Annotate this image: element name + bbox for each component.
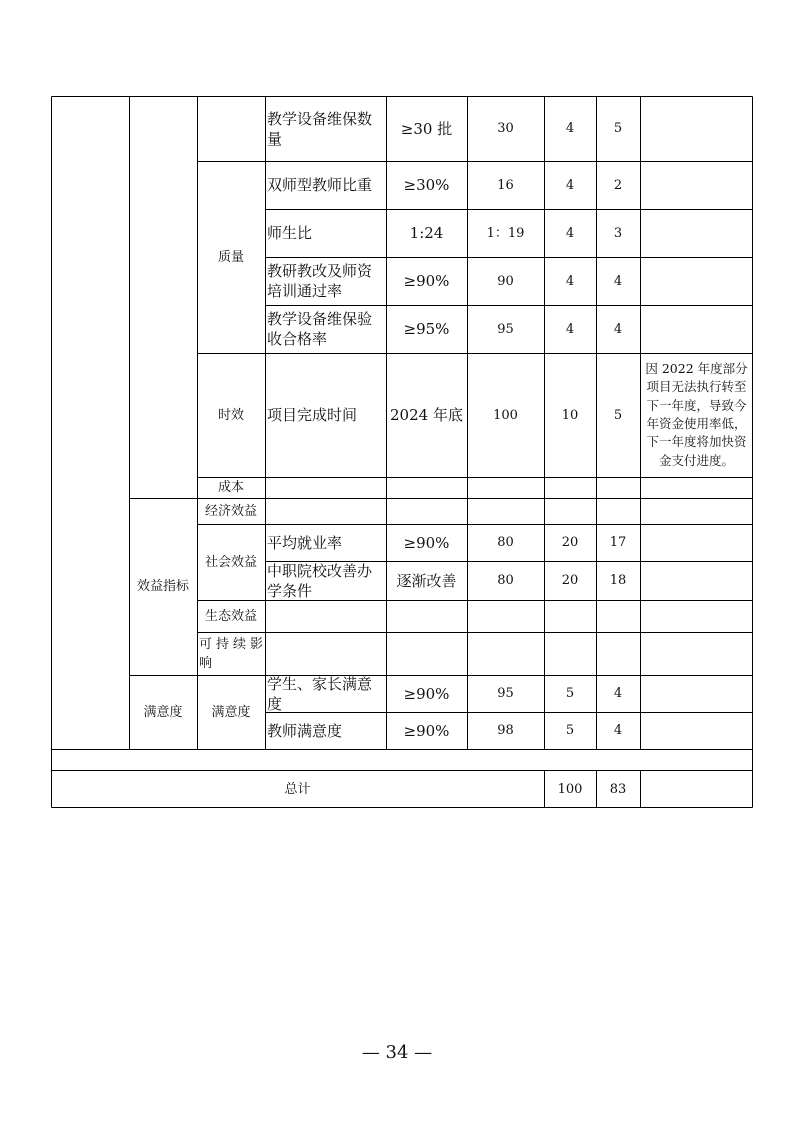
metric-cell: 教学设备维保数量: [267, 109, 373, 148]
metric-cell: 中职院校改善办学条件: [267, 561, 373, 600]
score-cell: 4: [613, 723, 623, 738]
performance-table: [51, 96, 753, 808]
note-cell: [640, 257, 753, 305]
target-cell: 1:24: [409, 224, 444, 242]
group-benefit-indicator-label: 效益指标: [136, 579, 189, 594]
total-label: 总计: [284, 781, 311, 797]
note-cell: [640, 209, 753, 257]
group-economic-label: 经济效益: [204, 503, 257, 519]
metric-cell: 平均就业率: [267, 533, 343, 552]
note-cell: [640, 712, 753, 749]
actual-cell: 98: [497, 723, 514, 738]
weight-cell: 4: [565, 273, 575, 289]
note-cell: [640, 161, 753, 209]
group-sustainable-label: 可持续影响: [199, 636, 263, 671]
metric-cell: 教师满意度: [267, 721, 343, 740]
target-cell: 逐渐改善: [396, 571, 457, 590]
page-number: — 34 —: [361, 1042, 433, 1063]
target-cell: 2024 年底: [390, 406, 463, 424]
weight-cell: 20: [561, 573, 579, 588]
note-cell: [640, 675, 753, 712]
target-cell: ≥30%: [403, 176, 450, 194]
note-cell: [640, 561, 753, 600]
score-cell: 18: [609, 573, 627, 588]
score-cell: 4: [613, 321, 623, 337]
actual-cell: 95: [497, 321, 514, 337]
metric-cell: 师生比: [267, 224, 313, 242]
note-cell: [640, 305, 753, 353]
group-satisfaction-l3-label: 满意度: [211, 704, 251, 720]
group-ecological-label: 生态效益: [204, 608, 257, 624]
weight-cell: 4: [565, 321, 575, 337]
group-timeliness-label: 时效: [217, 407, 244, 423]
target-cell: ≥95%: [403, 320, 450, 338]
target-cell: ≥90%: [403, 721, 450, 740]
weight-cell: 4: [565, 121, 575, 136]
actual-cell: 100: [493, 407, 518, 423]
score-cell: 2: [613, 177, 623, 193]
target-cell: ≥90%: [403, 533, 450, 552]
target-cell: ≥90%: [403, 272, 450, 290]
weight-cell: 10: [561, 407, 579, 423]
score-cell: 4: [613, 273, 623, 289]
group-satisfaction-l2-label: 满意度: [143, 704, 183, 720]
target-cell: ≥30 批: [400, 119, 453, 138]
actual-cell: 95: [497, 686, 514, 701]
total-weight: 100: [557, 781, 583, 797]
note-cell: [640, 96, 753, 161]
actual-cell: 90: [497, 273, 514, 289]
score-cell: 5: [613, 407, 623, 423]
group-quality-label: 质量: [217, 249, 244, 265]
actual-cell: 80: [497, 535, 514, 550]
target-cell: ≥90%: [403, 684, 450, 703]
note-cell: [640, 524, 753, 561]
weight-cell: 5: [565, 723, 575, 738]
metric-cell: 学生、家长满意度: [267, 675, 373, 712]
score-cell: 4: [613, 686, 623, 701]
metric-cell: 双师型教师比重: [267, 176, 373, 194]
weight-cell: 4: [565, 225, 575, 241]
weight-cell: 5: [565, 686, 575, 701]
score-cell: 3: [613, 225, 623, 241]
metric-cell: 教研教改及师资培训通过率: [267, 262, 373, 300]
weight-cell: 20: [561, 535, 579, 550]
actual-cell: 30: [497, 121, 514, 136]
group-cost-label: 成本: [217, 480, 244, 495]
group-social-label: 社会效益: [204, 554, 257, 570]
note-cell: 因 2022 年度部分项目无法执行转至下一年度，导致今年资金使用率低，下一年度将加快资金支付进度。: [645, 360, 748, 468]
score-cell: 5: [613, 121, 623, 136]
total-score: 83: [609, 781, 627, 797]
score-cell: 17: [609, 535, 627, 550]
actual-cell: 80: [497, 573, 514, 588]
actual-cell: 1：19: [486, 225, 525, 241]
metric-cell: 教学设备维保验收合格率: [267, 310, 373, 348]
metric-cell: 项目完成时间: [267, 406, 358, 424]
weight-cell: 4: [565, 177, 575, 193]
actual-cell: 16: [497, 177, 514, 193]
